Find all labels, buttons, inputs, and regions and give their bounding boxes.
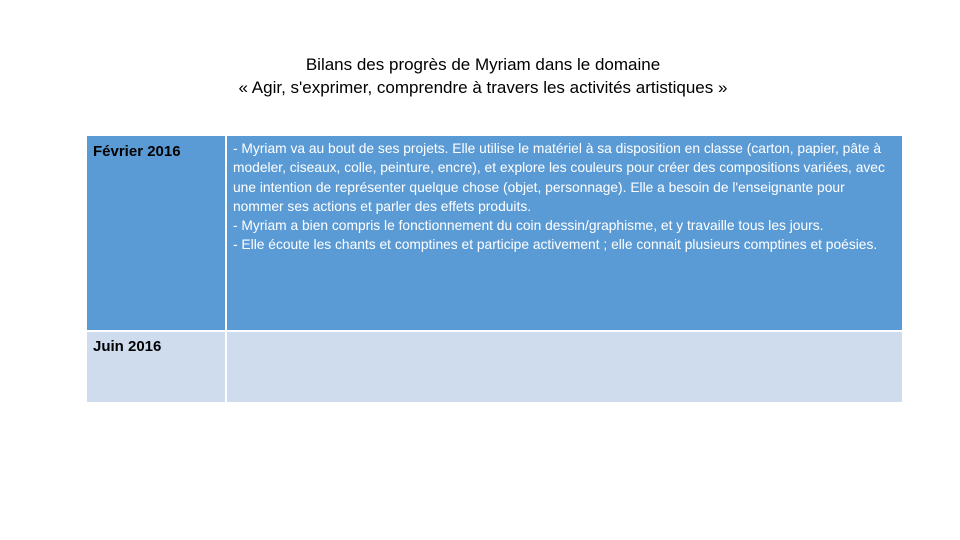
- date-cell-june: [86, 331, 226, 403]
- assessment-cell-june: [226, 331, 903, 403]
- table-row-february: [86, 135, 903, 331]
- date-label: Juin 2016: [93, 338, 162, 355]
- assessment-paragraph: - Myriam va au bout de ses projets. Elle utilise le matériel à sa disposition en classe (carton, papier, pâte à modeler, ciseaux, colle, peinture, encre), et explore les couleurs pour créer des compositions variées, avec une intention de représenter quelque chose (objet, personnage). Elle a besoin de l'enseignante pour nommer ses actions et parler des effets produits.: [233, 141, 885, 214]
- progress-table: [85, 134, 904, 404]
- assessment-paragraph: - Myriam a bien compris le fonctionnement du coin dessin/graphisme, et y travaille tous les jours.: [233, 218, 824, 234]
- date-label: Février 2016: [93, 143, 181, 160]
- page-title: [0, 53, 960, 99]
- assessment-cell-february: [226, 135, 903, 331]
- assessment-paragraph: - Elle écoute les chants et comptines et participe activement ; elle connait plusieurs comptines et poésies.: [233, 237, 878, 253]
- table-row-june: [86, 331, 903, 403]
- title-line-2: « Agir, s'exprimer, comprendre à travers les activités artistiques »: [238, 78, 728, 97]
- title-line-1: Bilans des progrès de Myriam dans le domaine: [305, 55, 661, 74]
- date-cell-february: [86, 135, 226, 331]
